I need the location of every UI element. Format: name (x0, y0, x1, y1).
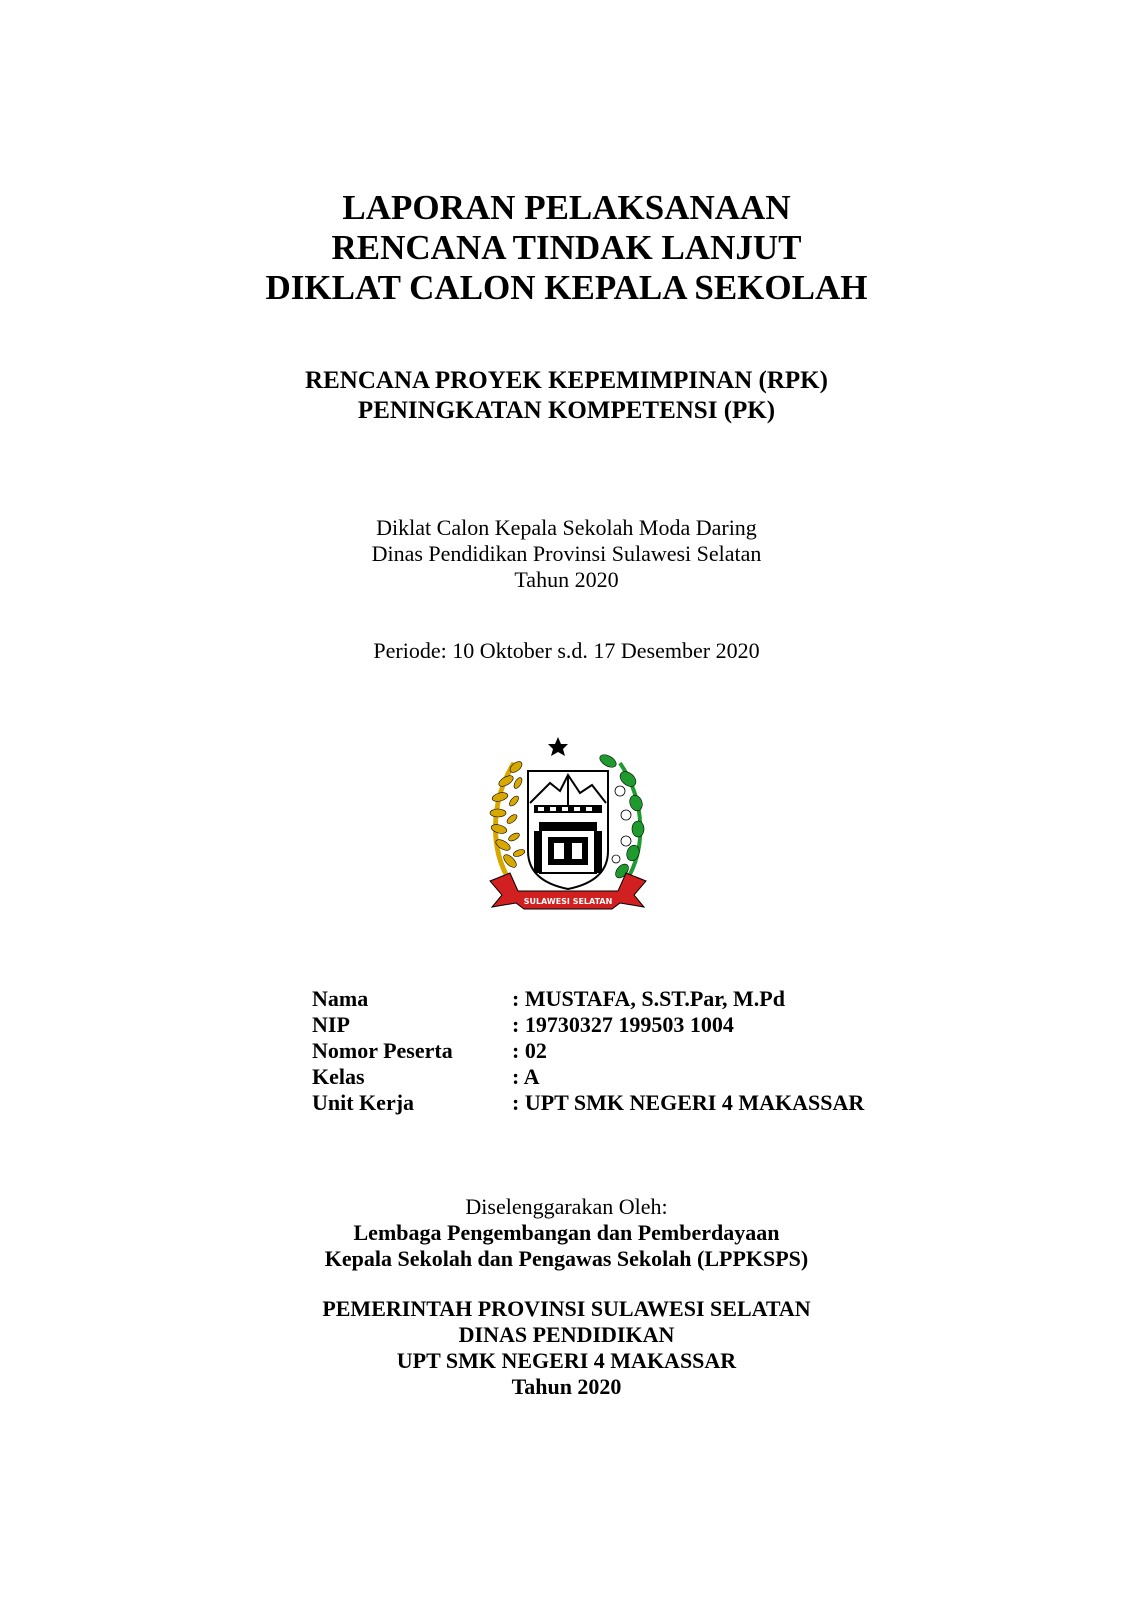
main-title (0, 188, 1133, 308)
program-info-line: Tahun 2020 (514, 567, 619, 592)
identity-row-unit-kerja (312, 1090, 864, 1116)
sub-title-line: RENCANA PROYEK KEPEMIMPINAN (RPK) (305, 367, 828, 394)
identity-label: Nomor Peserta (312, 1038, 453, 1063)
sulawesi-selatan-emblem-icon (488, 731, 648, 913)
sub-title (0, 366, 1133, 426)
organizer-line: Lembaga Pengembangan dan Pemberdayaan (353, 1220, 780, 1245)
government-line: Tahun 2020 (511, 1374, 622, 1399)
participant-identity (312, 986, 864, 1116)
program-info (0, 515, 1133, 593)
organizer-block (0, 1194, 1133, 1272)
government-line: PEMERINTAH PROVINSI SULAWESI SELATAN (322, 1296, 811, 1321)
emblem-ribbon-text: SULAWESI SELATAN (523, 897, 613, 906)
program-info-line: Dinas Pendidikan Provinsi Sulawesi Selatan (371, 541, 762, 566)
main-title-line: DIKLAT CALON KEPALA SEKOLAH (265, 268, 868, 307)
program-period: Periode: 10 Oktober s.d. 17 Desember 2020 (373, 638, 760, 663)
program-info-line: Diklat Calon Kepala Sekolah Moda Daring (376, 515, 757, 540)
government-block (0, 1296, 1133, 1400)
identity-value: : 02 (512, 1038, 547, 1063)
organizer-intro: Diselenggarakan Oleh: (465, 1194, 668, 1219)
government-line: DINAS PENDIDIKAN (458, 1322, 675, 1347)
identity-label: NIP (312, 1012, 350, 1037)
identity-row-kelas (312, 1064, 864, 1090)
identity-value: : UPT SMK NEGERI 4 MAKASSAR (512, 1090, 865, 1115)
sub-title-line: PENINGKATAN KOMPETENSI (PK) (357, 397, 776, 424)
main-title-line: LAPORAN PELAKSANAAN (342, 188, 791, 227)
identity-value: : A (512, 1064, 540, 1089)
identity-row-nomor-peserta (312, 1038, 864, 1064)
identity-label: Unit Kerja (312, 1090, 415, 1115)
organizer-line: Kepala Sekolah dan Pengawas Sekolah (LPPKSPS) (324, 1246, 809, 1271)
identity-value: : 19730327 199503 1004 (512, 1012, 734, 1037)
identity-row-nama (312, 986, 864, 1012)
main-title-line: RENCANA TINDAK LANJUT (331, 228, 802, 267)
government-line: UPT SMK NEGERI 4 MAKASSAR (396, 1348, 737, 1373)
identity-row-nip (312, 1012, 864, 1038)
identity-label: Kelas (312, 1064, 365, 1089)
identity-value: : MUSTAFA, S.ST.Par, M.Pd (512, 986, 785, 1011)
identity-label: Nama (312, 986, 369, 1011)
